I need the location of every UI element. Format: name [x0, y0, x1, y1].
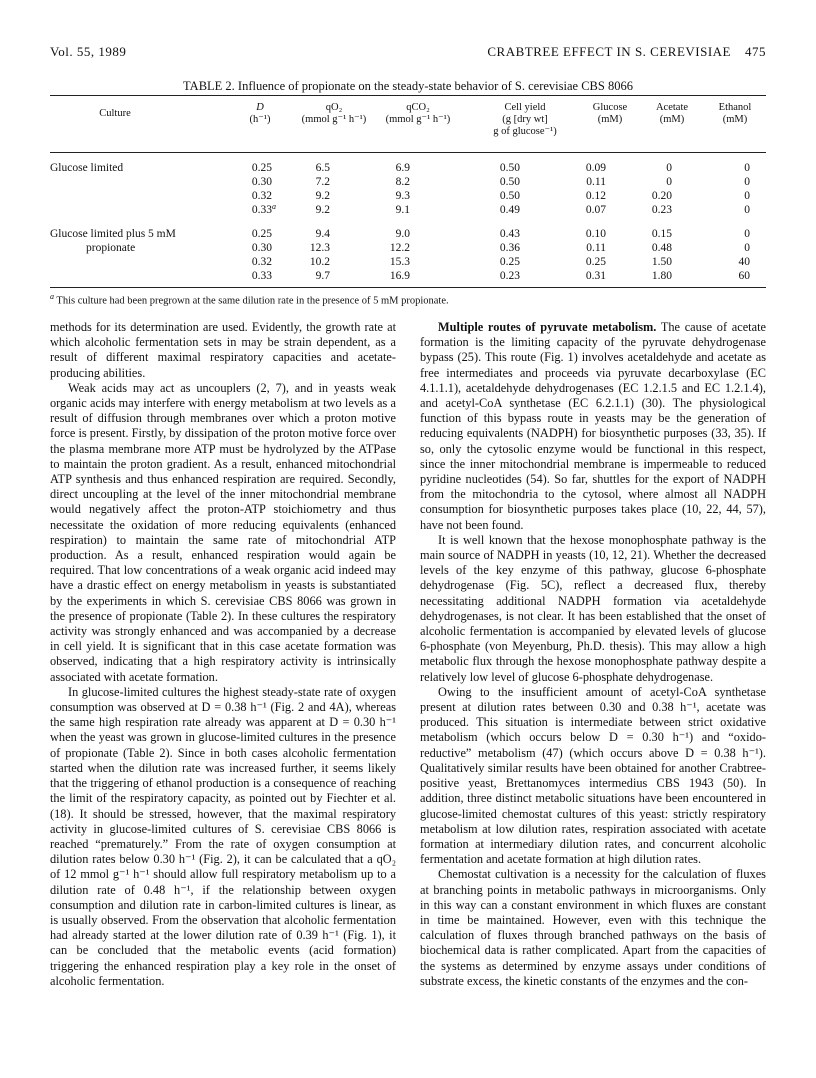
cell-value: 9.1	[395, 204, 410, 216]
cell-value: 10.2	[309, 256, 330, 268]
cell-value: 0	[744, 190, 750, 202]
column-header-line: D	[256, 102, 264, 113]
cell-value: 0.32	[251, 190, 272, 202]
paragraph: In glucose-limited cultures the highest steady-state rate of oxygen consumption was observed at D = 0.38 h⁻¹ (Fig. 2 and 4A), whereas the same high respiration rate already was apparent at D = 0.30 h⁻¹ when the yeast was grown in glucose-limited cultures in the presence of propionate (Table 2). Since in both cases alcoholic fermentation started when the dilution rate was increased further, it seems likely that the triggering of ethanol production is a consequence of reaching the limit of the respiratory capacity, as pointed out by Fiechter et al. (18). It should be stressed, however, that the maximal respiratory activity in glucose-limited cultures of S. cerevisiae CBS 8066 is reached “prematurely.” From the rate of oxygen consumption at dilution rates below 0.30 h⁻¹ (Fig. 2), it can be calculated that a qO₂ of 12 mmol g⁻¹ h⁻¹ should allow full respiratory metabolism up to a dilution rate of 0.48 h⁻¹, if the relationship between oxygen consumption and dilution rate in carbon-limited cultures is linear, as is usually observed. From the observation that alcoholic fermentation had already started at the lower dilution rate of 0.39 h⁻¹ (Fig. 1), it can be concluded that the metabolic events (acid formation) triggering the enhanced respiration play a key role in the onset of alcoholic fermentation.	[50, 684, 396, 988]
cell-qco2	[390, 269, 410, 283]
column-header	[50, 108, 180, 120]
cell-ethanol	[739, 269, 751, 283]
table-bottom-rule	[50, 287, 766, 288]
table-title: TABLE 2. Influence of propionate on the steady-state behavior of S. cerevisiae CBS 8066	[183, 79, 633, 93]
cell-d	[252, 227, 272, 241]
column-header	[704, 102, 766, 126]
cell-d	[251, 202, 276, 217]
column-header-line: qCO₂	[406, 102, 430, 113]
footnote-marker: a	[50, 292, 54, 301]
cell-ethanol	[744, 203, 750, 217]
footnote-text: This culture had been pregrown at the same dilution rate in the presence of 5 mM propionate.	[54, 295, 449, 307]
left-text-column	[50, 320, 396, 989]
cell-yield	[500, 269, 520, 283]
table-footnote	[50, 292, 766, 307]
cell-d	[252, 255, 272, 269]
cell-qo2	[316, 175, 330, 189]
cell-qo2	[316, 203, 330, 217]
cell-acetate	[652, 189, 672, 203]
cell-value: 9.2	[315, 204, 330, 216]
culture-cell: propionate	[86, 242, 136, 254]
column-header-line: Acetate	[655, 102, 689, 113]
cell-value: 0.49	[499, 204, 520, 216]
cell-glucose	[586, 241, 606, 255]
column-header	[230, 102, 290, 126]
culture-cell: Glucose limited	[50, 162, 124, 174]
cell-acetate	[652, 241, 672, 255]
cell-value: 8.2	[395, 176, 410, 188]
cell-glucose	[586, 161, 606, 175]
volume-label: Vol. 55, 1989	[50, 44, 127, 59]
cell-value: 9.3	[395, 190, 410, 202]
cell-value: 0.31	[585, 270, 606, 282]
cell-qo2	[310, 255, 330, 269]
cell-value: 0.33	[251, 204, 272, 216]
cell-ethanol	[744, 227, 750, 241]
cell-glucose	[586, 255, 606, 269]
cell-qo2	[316, 269, 330, 283]
cell-value: 0.25	[251, 228, 272, 240]
cell-value: 0.09	[585, 162, 606, 174]
cell-acetate	[652, 227, 672, 241]
cell-value: 0.12	[585, 190, 606, 202]
cell-value: 0.25	[585, 256, 606, 268]
cell-qco2	[390, 241, 410, 255]
cell-acetate	[652, 269, 672, 283]
cell-ethanol	[744, 189, 750, 203]
cell-glucose	[586, 227, 606, 241]
cell-value: 0.15	[651, 228, 672, 240]
column-header-line: (mmol g⁻¹ h⁻¹)	[301, 114, 367, 125]
column-header-line: (mmol g⁻¹ h⁻¹)	[385, 114, 451, 125]
cell-value: 0	[744, 242, 750, 254]
cell-value: 9.0	[395, 228, 410, 240]
cell-value: 0.11	[586, 176, 606, 188]
cell-value: 6.5	[315, 162, 330, 174]
cell-acetate	[666, 175, 672, 189]
cell-value: 0.20	[651, 190, 672, 202]
cell-value: 60	[738, 270, 750, 282]
cell-yield	[500, 255, 520, 269]
cell-value: 0	[744, 162, 750, 174]
section-paragraph	[420, 320, 766, 533]
cell-value: 0	[744, 228, 750, 240]
cell-qco2	[396, 227, 410, 241]
cell-value: 12.3	[309, 242, 330, 254]
table-row	[50, 203, 766, 217]
cell-value: 9.2	[315, 190, 330, 202]
cell-glucose	[586, 175, 606, 189]
paragraph: Chemostat cultivation is a necessity for the calculation of fluxes at branching points in metabolic pathways in microorganisms. Only in this way can a constant environment in which fluxes are constant in time be maintained. However, even with this technique the calculation of fluxes through branched pathways on the basis of biochemical data is rather complicated. Apart from the capacities of the systems as determined by enzyme assays under conditions of substrate excess, the kinetic constants of the enzymes and the con-	[420, 867, 766, 988]
running-title-block	[487, 44, 766, 60]
cell-ethanol	[739, 255, 751, 269]
cell-value: 0	[744, 204, 750, 216]
cell-value: 0.10	[585, 228, 606, 240]
running-header	[50, 44, 766, 62]
cell-qco2	[396, 175, 410, 189]
cell-acetate	[666, 161, 672, 175]
column-header	[580, 102, 640, 126]
cell-value: 0.25	[251, 162, 272, 174]
cell-value: 15.3	[389, 256, 410, 268]
cell-glucose	[586, 203, 606, 217]
cell-qo2	[316, 189, 330, 203]
column-header-line: (mM)	[597, 114, 623, 125]
cell-yield	[500, 227, 520, 241]
cell-ethanol	[744, 175, 750, 189]
cell-value: 0.23	[651, 204, 672, 216]
table-row	[50, 269, 766, 283]
table-body	[50, 153, 766, 283]
column-header	[366, 102, 470, 126]
column-header-line: (g [dry wt]	[502, 114, 548, 125]
section-heading: Multiple routes of pyruvate metabolism.	[438, 320, 657, 334]
cell-value: 0	[666, 162, 672, 174]
column-header-line: Ethanol	[718, 102, 752, 113]
cell-value: 0.07	[585, 204, 606, 216]
column-header-line: (mM)	[659, 114, 685, 125]
table-row	[50, 241, 766, 255]
cell-yield	[500, 241, 520, 255]
cell-value: 0.36	[499, 242, 520, 254]
cell-value: 0.50	[499, 190, 520, 202]
right-text-column	[420, 320, 766, 989]
cell-value: 9.4	[315, 228, 330, 240]
column-header-line: Cell yield	[504, 102, 546, 113]
cell-glucose	[586, 269, 606, 283]
column-header-line: Culture	[99, 108, 131, 119]
table-row	[50, 255, 766, 269]
paragraph-text: The cause of acetate formation is the limiting capacity of the pyruvate dehydrogenase bypass (25). This route (Fig. 1) involves acetaldehyde and acetate as free intermediates and proceeds via pyruvate decarboxylase (EC 4.1.1.1), acetaldehyde dehydrogenases (EC 1.2.1.5 and EC 1.2.1.4), and acetyl-CoA synthetase (EC 6.2.1.1) (30). The physiological function of this bypass route in yeasts may be the generation of reducing equivalents (NADPH) for biosynthetic purposes (33, 35). If so, only the cytosolic enzyme would be functional in this respect, since the inner mitochondrial membrane is impermeable to reduced pyridine nucleotides (54). So far, shuttles for the export of NADPH from the mitochondria to the cytosol, where almost all NADPH consumption for biosynthetic purposes takes place (10, 22, 44, 57), have not been found.	[420, 320, 767, 532]
cell-qco2	[396, 189, 410, 203]
cell-value: 40	[738, 256, 750, 268]
paragraph: methods for its determination are used. Evidently, the growth rate at which alcoholic fermentation sets in may be strain dependent, as a result of different maximal respiratory capacities and acetate-producing abilities.	[50, 320, 396, 380]
culture-cell: Glucose limited plus 5 mM	[50, 228, 176, 240]
cell-qo2	[316, 227, 330, 241]
cell-value: 0.43	[499, 228, 520, 240]
table-row	[50, 161, 766, 175]
cell-value: 0.50	[499, 176, 520, 188]
cell-qco2	[396, 161, 410, 175]
cell-value: 0.25	[499, 256, 520, 268]
cell-d	[252, 175, 272, 189]
paragraph: Owing to the insufficient amount of acetyl-CoA synthetase present at dilution rates between 0.30 and 0.38 h⁻¹, acetate was produced. This situation is intermediate between strict oxidative metabolism (which occurs below D = 0.30 h⁻¹) and “oxido-reductive” metabolism (47) (which occurs above D = 0.38 h⁻¹). Qualitatively similar results have been obtained for another Crabtree-positive yeast, Brettanomyces intermedius CBS 1943 (50). In addition, three distinct metabolic situations have been encountered in glucose-limited chemostat cultures of this yeast: strictly respiratory metabolism at low dilution rates, respiration associated with acetate formation at intermediary dilution rates, and concurrent alcoholic fermentation and acetate formation at high dilution rates.	[420, 684, 766, 867]
cell-value: 0.50	[499, 162, 520, 174]
cell-qo2	[316, 161, 330, 175]
table-row	[50, 189, 766, 203]
cell-yield	[500, 161, 520, 175]
cell-value: 0.11	[586, 242, 606, 254]
cell-value: 0.32	[251, 256, 272, 268]
cell-value: 0.48	[651, 242, 672, 254]
cell-value: 6.9	[395, 162, 410, 174]
cell-yield	[500, 203, 520, 217]
paragraph: Weak acids may act as uncouplers (2, 7), and in yeasts weak organic acids may interfere with energy metabolism at two levels as a result of diffusion through membranes over which a proton motive force is present. Firstly, by dissipation of the proton motive force over the plasma membrane more ATP must be hydrolyzed by the ATPase to maintain the proton gradient. As a result, enhanced mitochondrial ATP synthesis and thus enhanced respiration are required. Secondly, direct uncoupling at the level of the inner mitochondrial membrane would negatively affect the proton-ATP stoichiometry and thus necessitate the oxidation of more reducing equivalents (enhanced respiration) to maintain the same rate of mitochondrial ATP production. As a result, enhanced respiration would again be required. That low concentrations of a weak organic acid indeed may have a drastic effect on energy metabolism in yeasts is substantiated by the experiments in which S. cerevisiae CBS 8066 was grown in the presence of propionate (Table 2). In these cultures the respiratory activity was strongly enhanced and was accompanied by a decrease in cell yield. It is significant that in this case acetate formation was observed, indicating that a high respiratory activity is intrinsically associated with acetate formation.	[50, 380, 396, 684]
data-table	[50, 95, 766, 288]
cell-value: 1.80	[651, 270, 672, 282]
cell-qco2	[390, 255, 410, 269]
cell-value: 9.7	[315, 270, 330, 282]
column-header-line: Glucose	[592, 102, 628, 113]
table-row	[50, 175, 766, 189]
cell-value: 1.50	[651, 256, 672, 268]
cell-value: 7.2	[315, 176, 330, 188]
table-header-row	[50, 96, 766, 152]
cell-d	[252, 161, 272, 175]
column-header	[470, 102, 580, 138]
cell-ethanol	[744, 241, 750, 255]
cell-value: 0.30	[251, 242, 272, 254]
table-row	[50, 227, 766, 241]
cell-value: 12.2	[389, 242, 410, 254]
cell-value: 0	[666, 176, 672, 188]
cell-value: 0	[744, 176, 750, 188]
column-header-line: g of glucose⁻¹)	[493, 126, 557, 137]
cell-d	[252, 241, 272, 255]
cell-value: 0.33	[251, 270, 272, 282]
paragraph: It is well known that the hexose monophosphate pathway is the main source of NADPH in yeasts (10, 12, 21). Whether the decreased levels of the key enzyme of this pathway, glucose 6-phosphate dehydrogenase (Fig. 5C), reflect a decreased flux, thereby necessitating additional NADPH formation via acetaldehyde dehydrogenases, is not clear. It has been established that the onset of alcoholic fermentation is accompanied by elevated levels of glucose 6-phosphate (von Meyenburg, Ph.D. thesis). This may allow a high metabolic flux through the hexose monophosphate pathway despite a relatively low level of glucose 6-phosphate dehydrogenase.	[420, 532, 766, 684]
cell-acetate	[652, 255, 672, 269]
footnote-marker: a	[272, 202, 276, 211]
cell-value: 0.23	[499, 270, 520, 282]
cell-d	[252, 189, 272, 203]
cell-value: 0.30	[251, 176, 272, 188]
page-number: 475	[745, 44, 766, 59]
cell-d	[252, 269, 272, 283]
cell-ethanol	[744, 161, 750, 175]
cell-qco2	[396, 203, 410, 217]
column-header-line: (h⁻¹)	[249, 114, 271, 125]
cell-yield	[500, 189, 520, 203]
cell-glucose	[586, 189, 606, 203]
cell-qo2	[310, 241, 330, 255]
column-header-line: (mM)	[722, 114, 748, 125]
column-header-line: qO₂	[325, 102, 343, 113]
column-header	[642, 102, 702, 126]
cell-value: 16.9	[389, 270, 410, 282]
running-title: CRABTREE EFFECT IN S. CEREVISIAE	[487, 44, 731, 59]
cell-acetate	[652, 203, 672, 217]
cell-yield	[500, 175, 520, 189]
